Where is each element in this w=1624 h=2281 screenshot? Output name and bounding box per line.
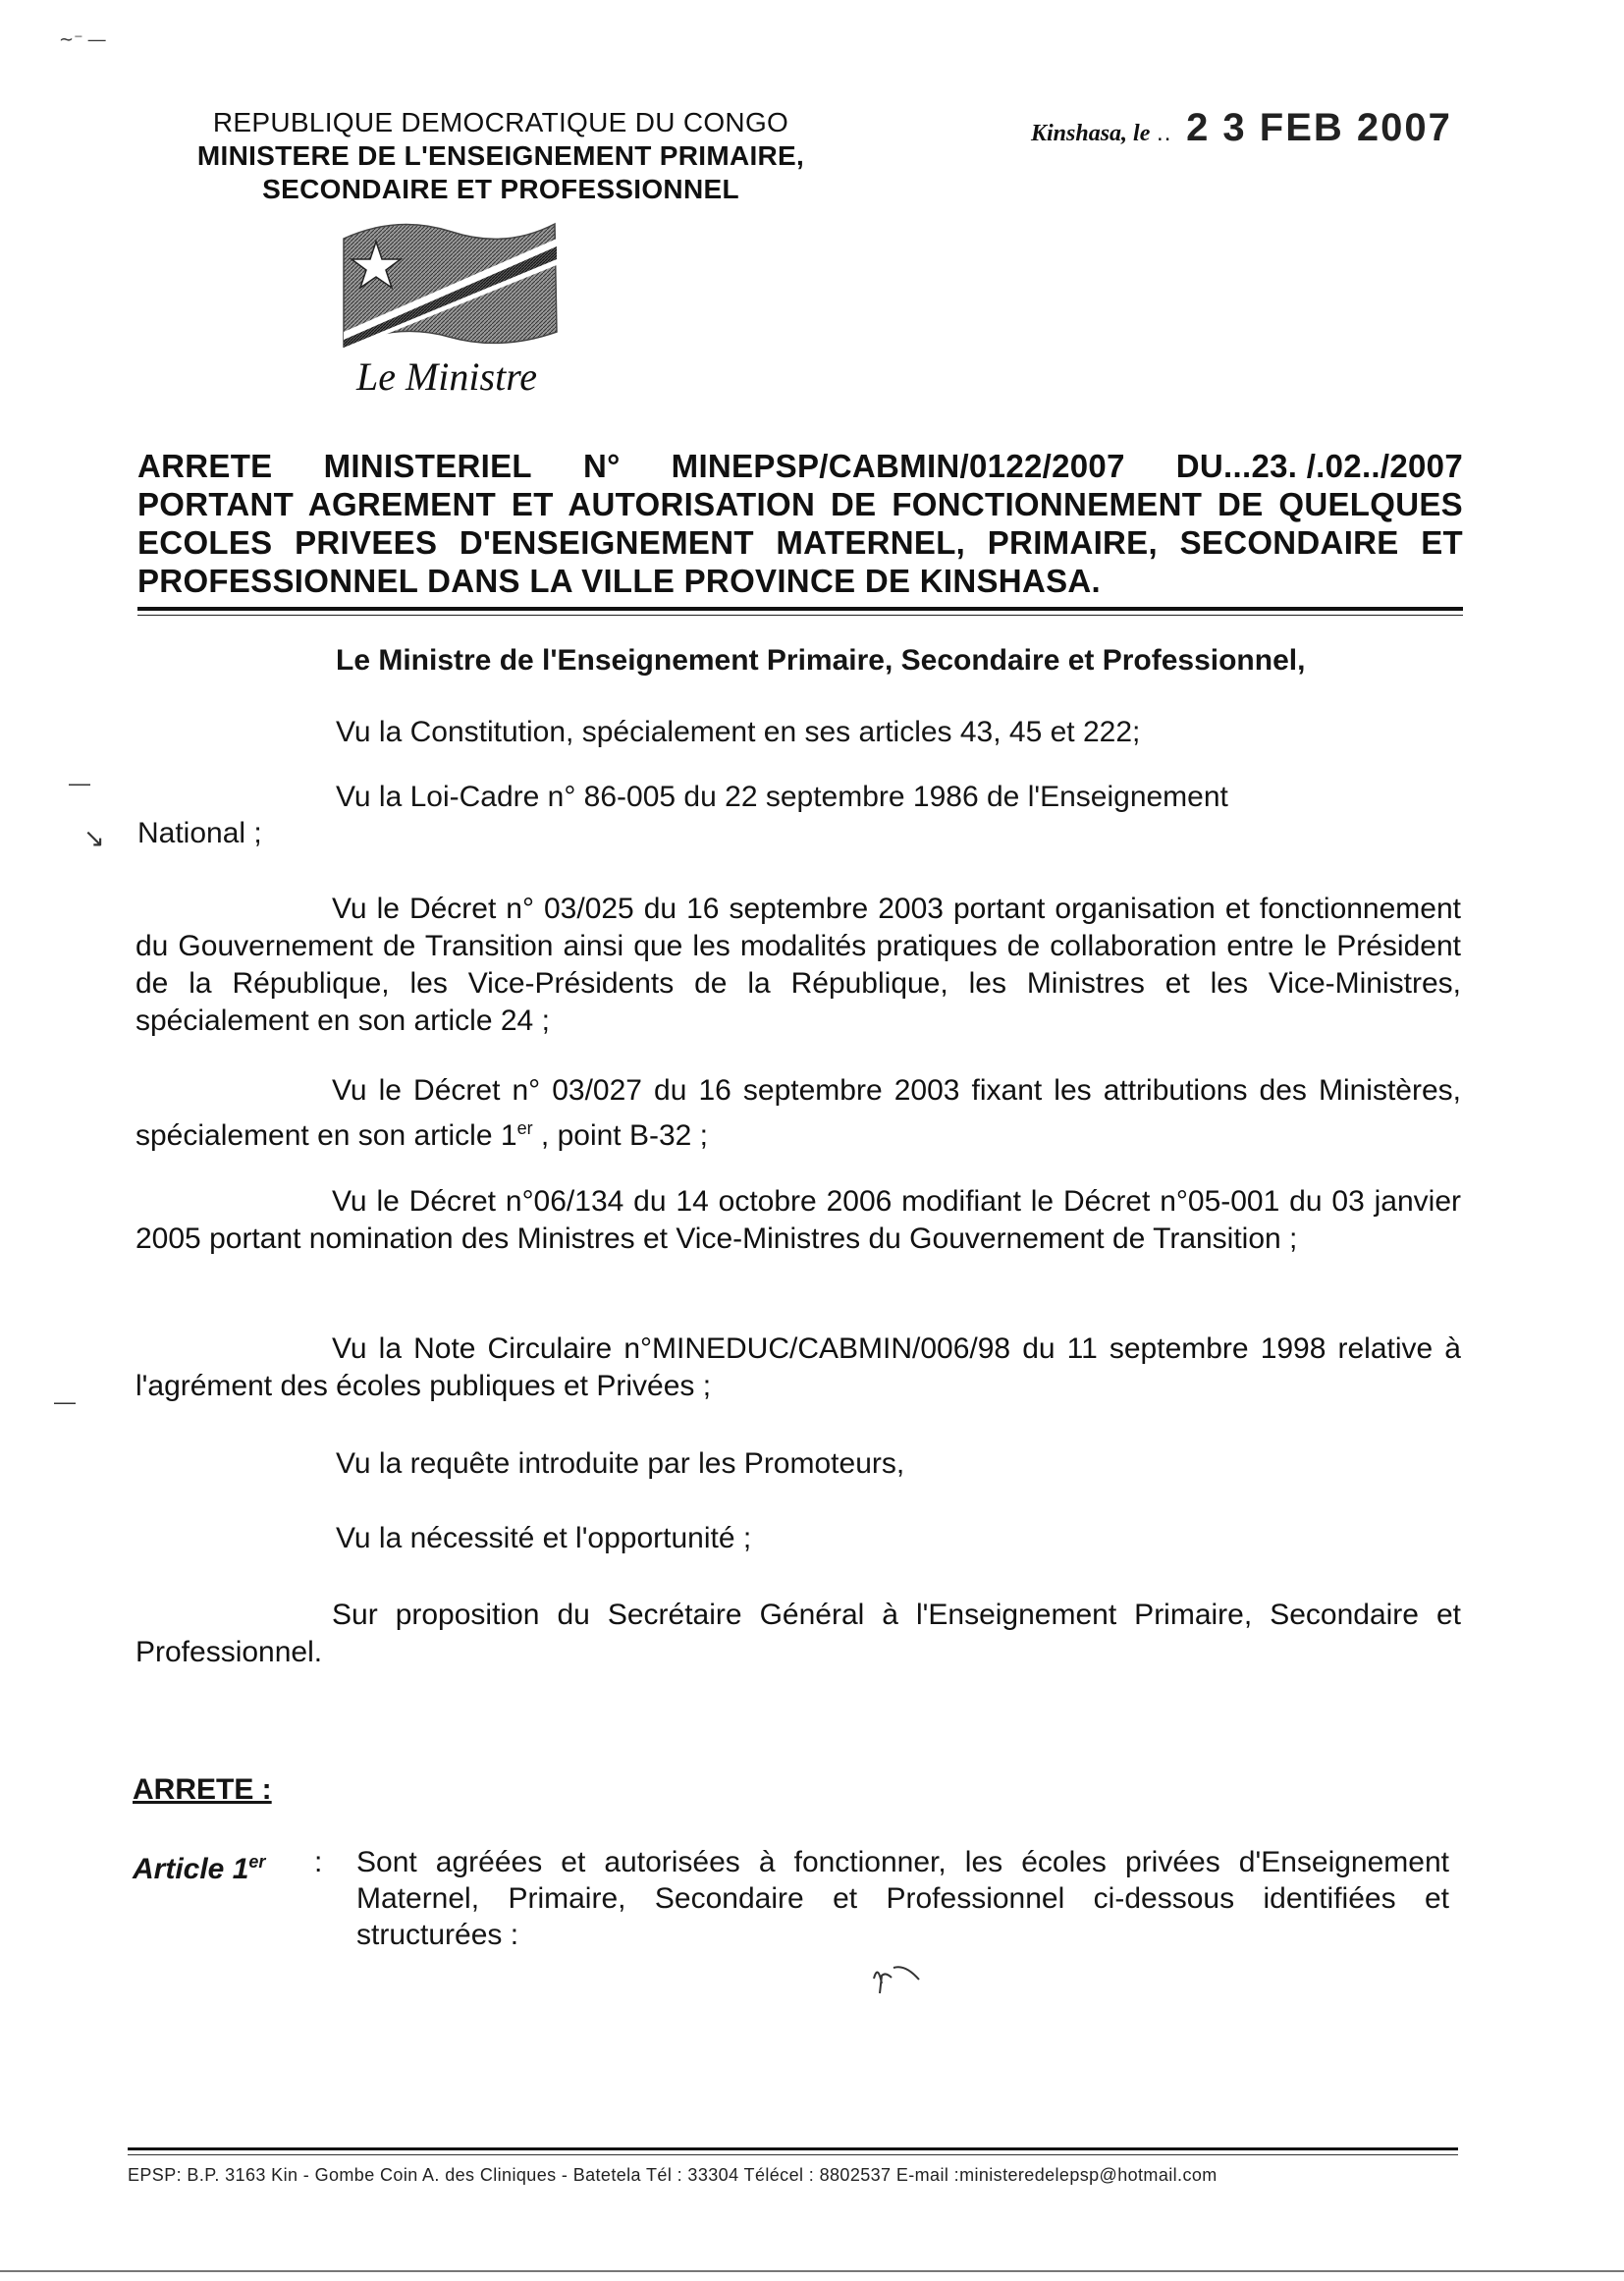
- visa-constitution: Vu la Constitution, spécialement en ses articles 43, 45 et 222;: [336, 716, 1141, 748]
- arrete-heading: ARRETE :: [133, 1773, 272, 1806]
- visa-decret-03-027: Vu le Décret n° 03/027 du 16 septembre 2003 fixant les attributions des Ministères, spécialement en son article 1er , point B-32 ;: [135, 1074, 1461, 1152]
- decree-prefix: ARRETE: [137, 448, 273, 484]
- decree-title: PORTANT AGREMENT ET AUTORISATION DE FONCTIONNEMENT DE QUELQUES ECOLES PRIVEES D'ENSEIGNEMENT MATERNEL, PRIMAIRE, SECONDAIRE ET PROFESSIONNEL DANS LA VILLE PROVINCE DE KINSHASA.: [137, 486, 1463, 599]
- article-label: Article 1er: [133, 1852, 266, 1885]
- title-divider-thin: [137, 615, 1463, 616]
- ministry-name-line2: SECONDAIRE ET PROFESSIONNEL: [262, 174, 739, 204]
- ministry-name-line1: MINISTERE DE L'ENSEIGNEMENT PRIMAIRE,: [196, 140, 805, 171]
- proposition: Sur proposition du Secrétaire Général à l'Enseignement Primaire, Secondaire et Professionnel.: [135, 1599, 1461, 1668]
- margin-mark: —: [54, 1389, 76, 1414]
- date-stamp: 2 3 FEB 2007: [1186, 106, 1452, 149]
- visa-note-circulaire: Vu la Note Circulaire n°MINEDUC/CABMIN/006/98 du 11 septembre 1998 relative à l'agrément des écoles publiques et Privées ;: [135, 1332, 1461, 1402]
- decree-number-line: [137, 447, 1463, 485]
- visa-decret-06-134: Vu le Décret n°06/134 du 14 octobre 2006 modifiant le Décret n°05-001 du 03 janvier 2005 portant nomination des Ministres et Vice-Ministres du Gouvernement de Transition ;: [135, 1185, 1461, 1255]
- decree-no: N°: [582, 448, 621, 484]
- decree-reference: MINEPSP/CABMIN/0122/2007: [671, 448, 1125, 484]
- footer-divider-thin: [128, 2154, 1458, 2155]
- scan-mark: ∼⁻ —: [59, 29, 106, 49]
- footer-divider: [128, 2147, 1458, 2150]
- decree-word: MINISTERIEL: [323, 448, 532, 484]
- decree-date: DU...23. /.02../2007: [1175, 448, 1463, 484]
- visa-necessite: Vu la nécessité et l'opportunité ;: [336, 1522, 752, 1554]
- authority-line: Le Ministre de l'Enseignement Primaire, Secondaire et Professionnel,: [336, 644, 1306, 677]
- initials-signature: [864, 1954, 943, 1998]
- margin-mark: —: [69, 771, 90, 795]
- minister-title: Le Ministre: [355, 354, 538, 399]
- article-colon: :: [314, 1846, 323, 1878]
- drc-flag-emblem-icon: [339, 214, 560, 361]
- date-label: Kinshasa, le: [1031, 121, 1151, 146]
- country-name: REPUBLIQUE DEMOCRATIQUE DU CONGO: [212, 107, 789, 137]
- footer-contact: EPSP: B.P. 3163 Kin - Gombe Coin A. des Cliniques - Batetela Tél : 33304 Télécel : 8802537 E-mail :ministeredelepsp@hotmail.com: [128, 2165, 1218, 2185]
- margin-mark: ↘: [83, 823, 105, 852]
- visa-loi-cadre-continued: National ;: [137, 817, 262, 849]
- visa-requete: Vu la requête introduite par les Promoteurs,: [336, 1447, 905, 1480]
- visa-decret-03-025: Vu le Décret n° 03/025 du 16 septembre 2003 portant organisation et fonctionnement du Gouvernement de Transition ainsi que les modalités pratiques de collaboration entre le Président de la République, les Vice-Présidents de la République, les Ministres et les Vice-Ministres, spécialement en son article 24 ;: [135, 893, 1461, 1037]
- title-divider: [137, 607, 1463, 611]
- visa-loi-cadre: Vu la Loi-Cadre n° 86-005 du 22 septembre 1986 de l'Enseignement: [336, 781, 1228, 813]
- scan-edge: [0, 2270, 1624, 2272]
- date-line: Kinshasa, le .. 2 3 FEB 2007: [1031, 106, 1452, 149]
- article-1-text: Sont agréées et autorisées à fonctionner, les écoles privées d'Enseignement Maternel, Primaire, Secondaire et Professionnel ci-dessous identifiées et structurées :: [356, 1846, 1449, 1951]
